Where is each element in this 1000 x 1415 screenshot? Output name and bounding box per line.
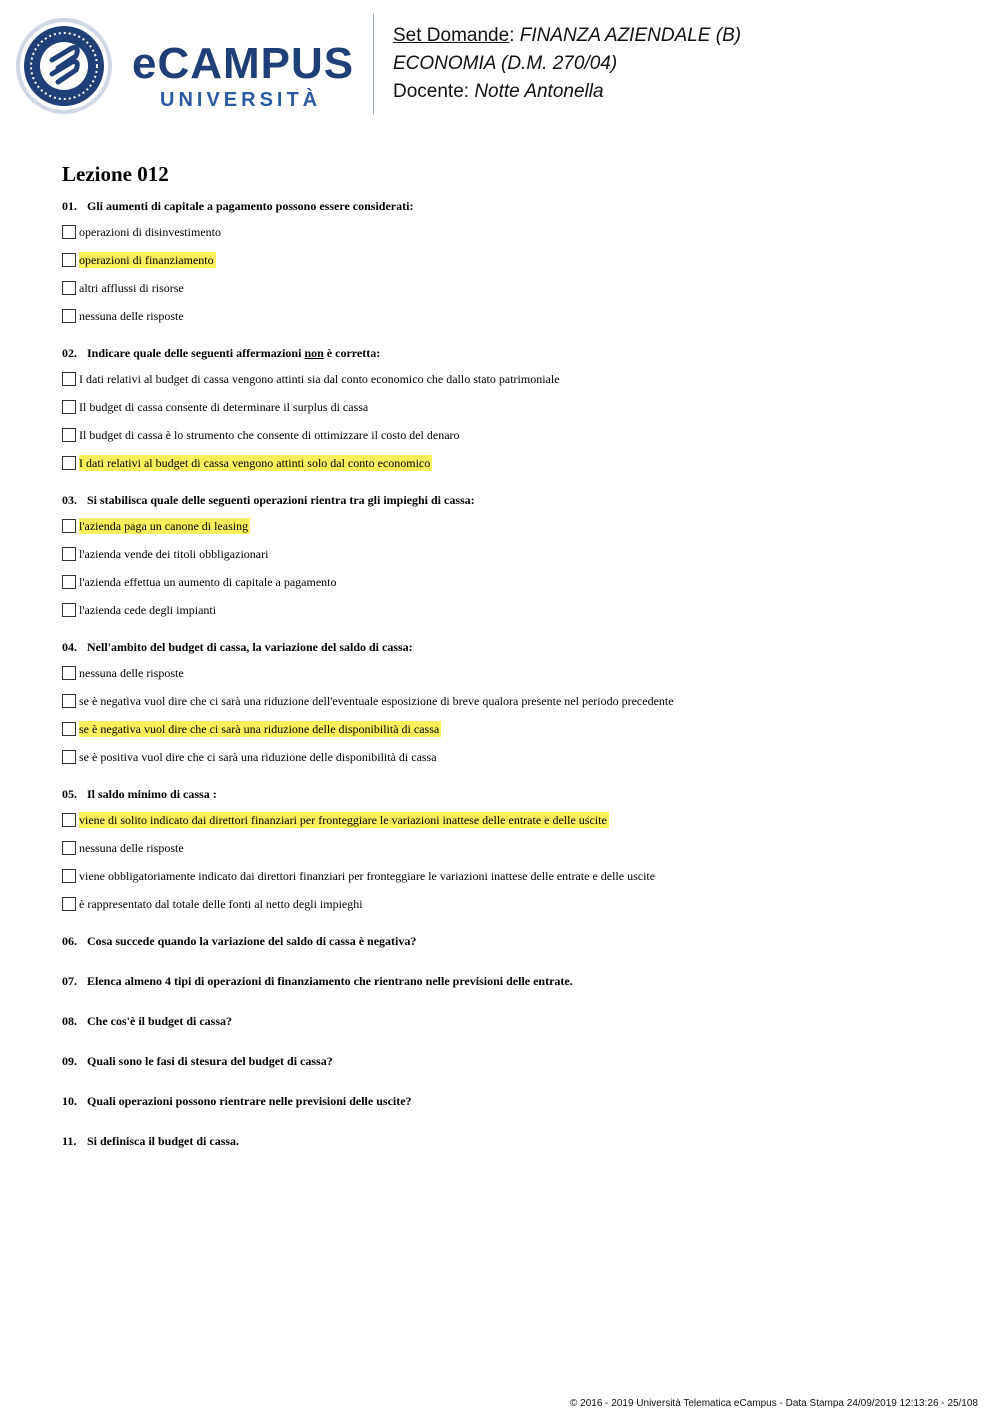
checkbox[interactable]	[62, 666, 76, 680]
answer-text: nessuna delle risposte	[79, 666, 184, 680]
checkbox[interactable]	[62, 372, 76, 386]
answer-text: l'azienda cede degli impianti	[79, 603, 217, 617]
page-header	[0, 0, 1000, 130]
answer-text-highlighted: viene di solito indicato dai direttori finanziari per fronteggiare le variazioni inattese delle entrate e delle uscite	[79, 813, 607, 827]
answer-text-highlighted: I dati relativi al budget di cassa vengono attinti solo dal conto economico	[79, 456, 431, 470]
checkbox[interactable]	[62, 456, 76, 470]
answer-option[interactable]	[62, 719, 962, 739]
answer-option[interactable]	[62, 306, 962, 326]
question-number: 09.	[62, 1054, 77, 1068]
answer-option[interactable]	[62, 453, 962, 473]
question-number: 08.	[62, 1014, 77, 1028]
question-03	[62, 492, 962, 620]
checkbox[interactable]	[62, 225, 76, 239]
question-text: Quali sono le fasi di stesura del budget di cassa?	[87, 1054, 333, 1068]
answer-text-highlighted: operazioni di finanziamento	[79, 253, 214, 267]
answer-option[interactable]	[62, 250, 962, 270]
answer-option[interactable]	[62, 747, 962, 767]
lesson-content	[62, 160, 962, 1173]
question-06	[62, 933, 962, 949]
question-number: 02.	[62, 346, 77, 360]
svg-text:UNIVERSITÀ: UNIVERSITÀ	[160, 89, 322, 111]
checkbox[interactable]	[62, 869, 76, 883]
svg-text:eCAMPUS: eCAMPUS	[132, 39, 355, 88]
checkbox[interactable]	[62, 841, 76, 855]
answer-option[interactable]	[62, 691, 962, 711]
question-text: Elenca almeno 4 tipi di operazioni di finanziamento che rientrano nelle previsioni delle entrate.	[87, 974, 573, 988]
answer-option[interactable]	[62, 810, 962, 830]
lesson-title: Lezione 012	[62, 162, 169, 186]
course-info	[393, 22, 741, 106]
answer-text: se è negativa vuol dire che ci sarà una riduzione dell'eventuale esposizione di breve qualora presente nel periodo precedente	[79, 694, 674, 708]
ecampus-logo	[14, 16, 364, 116]
answer-option[interactable]	[62, 572, 962, 592]
answer-text: I dati relativi al budget di cassa vengono attinti sia dal conto economico che dallo stato patrimoniale	[79, 372, 560, 386]
checkbox[interactable]	[62, 519, 76, 533]
question-text: Nell'ambito del budget di cassa, la variazione del saldo di cassa:	[87, 640, 413, 654]
question-number: 11.	[62, 1134, 77, 1148]
answer-option[interactable]	[62, 894, 962, 914]
checkbox[interactable]	[62, 400, 76, 414]
question-text: Si stabilisca quale delle seguenti operazioni rientra tra gli impieghi di cassa:	[87, 493, 475, 507]
answer-option[interactable]	[62, 369, 962, 389]
checkbox[interactable]	[62, 813, 76, 827]
question-08	[62, 1013, 962, 1029]
question-text: Quali operazioni possono rientrare nelle previsioni delle uscite?	[87, 1094, 412, 1108]
answer-text: se è positiva vuol dire che ci sarà una riduzione delle disponibilità di cassa	[79, 750, 437, 764]
question-text: Indicare quale delle seguenti affermazioni non è corretta:	[87, 346, 381, 360]
question-01	[62, 198, 962, 326]
docente-line: Docente: Notte Antonella	[393, 81, 604, 102]
answer-option[interactable]	[62, 425, 962, 445]
checkbox[interactable]	[62, 897, 76, 911]
checkbox[interactable]	[62, 722, 76, 736]
answer-option[interactable]	[62, 600, 962, 620]
question-number: 10.	[62, 1094, 77, 1108]
checkbox[interactable]	[62, 575, 76, 589]
set-domande-line: Set Domande: FINANZA AZIENDALE (B)	[393, 25, 742, 46]
question-number: 04.	[62, 640, 77, 654]
question-02	[62, 345, 962, 473]
checkbox[interactable]	[62, 428, 76, 442]
answer-option[interactable]	[62, 278, 962, 298]
question-text: Cosa succede quando la variazione del saldo di cassa è negativa?	[87, 934, 417, 948]
question-07	[62, 973, 962, 989]
degree-line: ECONOMIA (D.M. 270/04)	[393, 53, 618, 74]
checkbox[interactable]	[62, 694, 76, 708]
checkbox[interactable]	[62, 547, 76, 561]
answer-text-highlighted: se è negativa vuol dire che ci sarà una riduzione delle disponibilità di cassa	[79, 722, 440, 736]
question-number: 01.	[62, 199, 77, 213]
question-number: 07.	[62, 974, 77, 988]
checkbox[interactable]	[62, 309, 76, 323]
answer-text: nessuna delle risposte	[79, 841, 184, 855]
question-number: 05.	[62, 787, 77, 801]
question-09	[62, 1053, 962, 1069]
question-number: 06.	[62, 934, 77, 948]
answer-text: viene obbligatoriamente indicato dai direttori finanziari per fronteggiare le variazioni inattese delle entrate e delle uscite	[79, 869, 656, 883]
page-footer: © 2016 - 2019 Università Telematica eCampus - Data Stampa 24/09/2019 12:13:26 - 25/108	[570, 1398, 978, 1409]
answer-text: altri afflussi di risorse	[79, 281, 184, 295]
answer-text: Il budget di cassa consente di determinare il surplus di cassa	[79, 400, 369, 414]
checkbox[interactable]	[62, 281, 76, 295]
answer-text: Il budget di cassa è lo strumento che consente di ottimizzare il costo del denaro	[79, 428, 460, 442]
answer-text: l'azienda effettua un aumento di capitale a pagamento	[79, 575, 337, 589]
answer-text: operazioni di disinvestimento	[79, 225, 221, 239]
answer-text: è rappresentato dal totale delle fonti al netto degli impieghi	[79, 897, 363, 911]
question-11	[62, 1133, 962, 1149]
answer-text-highlighted: l'azienda paga un canone di leasing	[79, 519, 249, 533]
answer-text: nessuna delle risposte	[79, 309, 184, 323]
answer-option[interactable]	[62, 663, 962, 683]
answer-option[interactable]	[62, 544, 962, 564]
question-number: 03.	[62, 493, 77, 507]
answer-text: l'azienda vende dei titoli obbligazionari	[79, 547, 269, 561]
answer-option[interactable]	[62, 397, 962, 417]
answer-option[interactable]	[62, 516, 962, 536]
checkbox[interactable]	[62, 253, 76, 267]
checkbox[interactable]	[62, 750, 76, 764]
header-divider	[373, 14, 374, 114]
question-05	[62, 786, 962, 914]
question-text: Che cos'è il budget di cassa?	[87, 1014, 233, 1028]
course-name: FINANZA AZIENDALE (B)	[519, 25, 742, 46]
question-text: Gli aumenti di capitale a pagamento possono essere considerati:	[87, 199, 414, 213]
question-text: Si definisca il budget di cassa.	[87, 1134, 240, 1148]
docente-name: Notte Antonella	[474, 81, 604, 102]
answer-option[interactable]	[62, 222, 962, 242]
question-10	[62, 1093, 962, 1109]
question-text: Il saldo minimo di cassa :	[87, 787, 217, 801]
question-04	[62, 639, 962, 767]
answer-option[interactable]	[62, 838, 962, 858]
checkbox[interactable]	[62, 603, 76, 617]
answer-option[interactable]	[62, 866, 962, 886]
